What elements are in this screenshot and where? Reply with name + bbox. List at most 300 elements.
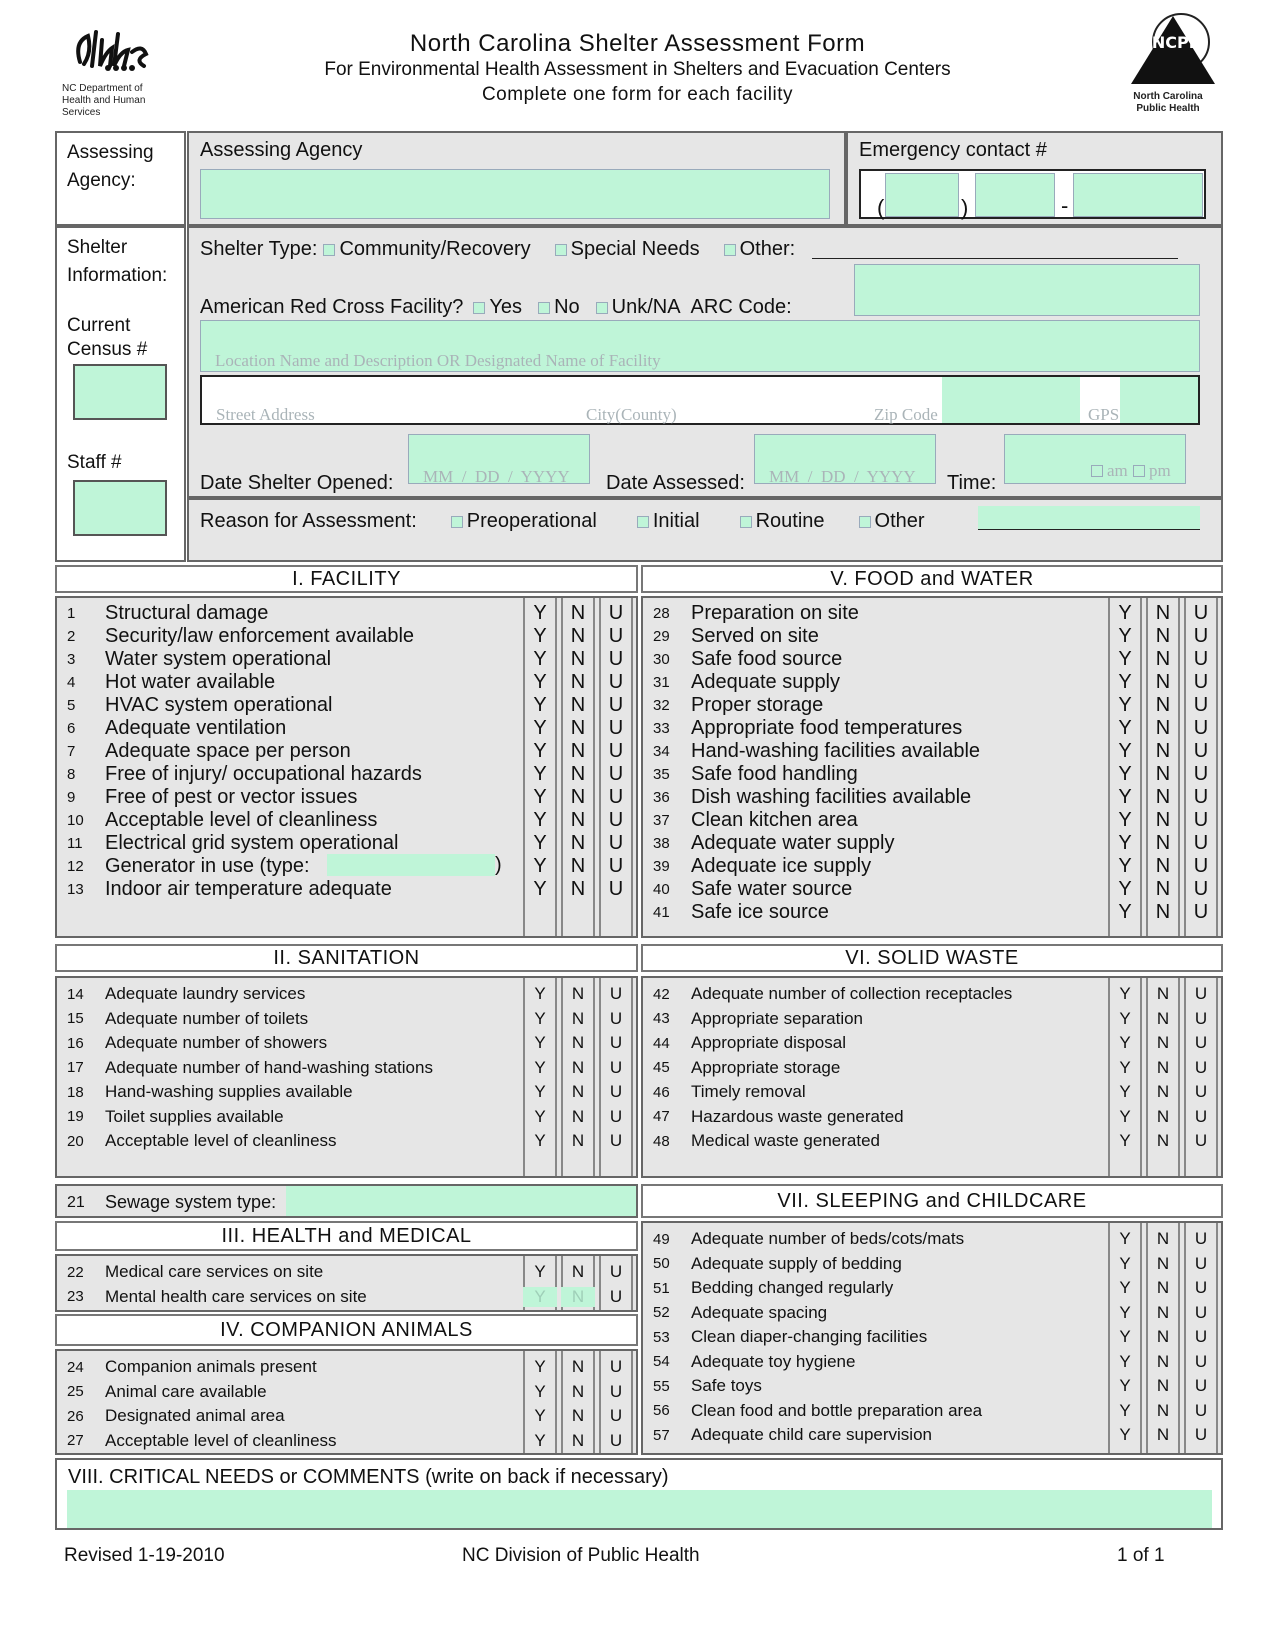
comments-input[interactable]	[67, 1490, 1212, 1528]
item-number: 19	[67, 1108, 84, 1125]
answer-unknown-option[interactable]: U	[1193, 901, 1209, 923]
item-label: Adequate toy hygiene	[691, 1351, 856, 1371]
item-label: Bedding changed regularly	[691, 1278, 894, 1297]
answer-no-option[interactable]: N	[1156, 1253, 1170, 1273]
answer-yes-option[interactable]: Y	[1119, 1351, 1131, 1371]
answer-no-option[interactable]: N	[570, 763, 586, 785]
answer-unknown-option[interactable]: U	[1194, 1351, 1208, 1371]
division-name: NC Division of Public Health	[462, 1545, 700, 1566]
item-label: Safe food handling	[691, 763, 858, 785]
checklist-row	[653, 1278, 893, 1298]
answer-no-option[interactable]: N	[1156, 984, 1170, 1003]
answer-unknown-option[interactable]: U	[609, 1057, 623, 1077]
answer-no-option[interactable]: N	[1155, 809, 1171, 831]
answer-unknown-option[interactable]: U	[608, 602, 624, 624]
arc-row	[200, 296, 792, 319]
item-label: Free of pest or vector issues	[105, 786, 358, 808]
answer-yes-option[interactable]: Y	[534, 1131, 546, 1150]
time-input[interactable]	[1004, 434, 1186, 484]
staff-count-input[interactable]	[73, 480, 167, 536]
answer-no-option[interactable]: N	[1156, 1400, 1170, 1420]
answer-no-option[interactable]: N	[1156, 1327, 1170, 1346]
answer-unknown-option[interactable]: U	[1194, 1278, 1208, 1297]
answer-unknown-option[interactable]: U	[608, 648, 624, 670]
answer-yes-option[interactable]: Y	[533, 809, 547, 831]
checklist-row	[653, 1425, 932, 1445]
item-label: Acceptable level of cleanliness	[105, 1131, 337, 1150]
answer-no-option[interactable]: N	[1156, 1229, 1170, 1248]
item-number: 5	[67, 697, 76, 714]
answer-no-option[interactable]: N	[1156, 1057, 1170, 1077]
item-label: Safe ice source	[691, 901, 829, 923]
answer-yes-option[interactable]: Y	[534, 1262, 546, 1281]
item-number: 37	[653, 812, 670, 829]
answer-unknown-option[interactable]: U	[1194, 984, 1208, 1003]
item-number: 1	[67, 605, 76, 622]
checklist-row	[653, 1058, 840, 1078]
item-label: Safe toys	[691, 1376, 762, 1395]
option-other-type: Other:	[739, 238, 796, 260]
checkbox-arc-yes[interactable]	[473, 302, 485, 314]
answer-yes-option[interactable]: Y	[534, 1357, 546, 1376]
answer-yes-option[interactable]: Y	[533, 717, 547, 739]
answer-no-option[interactable]: N	[1155, 878, 1171, 900]
item-number: 8	[67, 766, 76, 783]
answer-unknown-option[interactable]: U	[1193, 648, 1209, 670]
item-label: Appropriate separation	[691, 1008, 864, 1028]
answer-yes-option[interactable]: Y	[1119, 1057, 1131, 1077]
arc-code-label: ARC Code:	[690, 296, 792, 318]
answer-no-option[interactable]: N	[570, 717, 586, 739]
item-label: Adequate ventilation	[105, 717, 287, 739]
answer-no-option[interactable]: N	[570, 740, 586, 762]
answer-no-option[interactable]: N	[570, 648, 586, 670]
answer-yes-option[interactable]: Y	[533, 694, 547, 716]
answer-yes-option[interactable]: Y	[523, 1287, 557, 1307]
reason-cell	[187, 498, 1223, 562]
answer-yes-option[interactable]: Y	[1119, 1253, 1131, 1273]
answer-unknown-option[interactable]: U	[609, 984, 623, 1003]
answer-yes-option[interactable]: Y	[1119, 1082, 1131, 1101]
answer-unknown-option[interactable]: U	[1193, 740, 1209, 762]
answer-yes-option[interactable]: Y	[534, 1406, 546, 1425]
answer-unknown-option[interactable]: U	[609, 1033, 623, 1052]
checkbox-routine[interactable]	[740, 516, 752, 528]
answer-yes-option[interactable]: Y	[533, 855, 547, 877]
checklist-row	[67, 1107, 284, 1127]
item-label: Mental health care services on site	[105, 1286, 367, 1306]
answer-yes-option[interactable]: Y	[534, 1008, 546, 1028]
item-number: 3	[67, 651, 76, 668]
item-label: Adequate supply of bedding	[691, 1253, 902, 1273]
answer-yes-option[interactable]: Y	[534, 1430, 546, 1450]
answer-yes-option[interactable]: Y	[1119, 1106, 1131, 1126]
checklist-row	[67, 763, 422, 786]
answer-yes-option[interactable]: Y	[534, 1106, 546, 1126]
checkbox-arc-unk[interactable]	[596, 302, 608, 314]
answer-unknown-option[interactable]: U	[1194, 1057, 1208, 1077]
answer-yes-option[interactable]: Y	[1118, 717, 1132, 739]
answer-yes-option[interactable]: Y	[534, 984, 546, 1003]
sleeping-section	[641, 1221, 1223, 1455]
location-name-input[interactable]	[200, 320, 1200, 372]
answer-no-option[interactable]: N	[1155, 671, 1171, 693]
answer-yes-option[interactable]: Y	[1119, 1033, 1131, 1052]
checklist-row	[67, 832, 398, 855]
area-code-paren-open: (	[877, 195, 885, 220]
answer-unknown-option[interactable]: U	[1194, 1302, 1208, 1322]
checkbox-other-reason[interactable]	[859, 516, 871, 528]
checklist-row	[653, 855, 871, 878]
zip-code-input[interactable]	[942, 377, 1080, 423]
item-label: Appropriate disposal	[691, 1033, 846, 1052]
item-number: 31	[653, 674, 670, 691]
answer-no-option[interactable]: N	[1156, 1278, 1170, 1297]
answer-no-option[interactable]: N	[570, 602, 586, 624]
answer-unknown-option[interactable]: U	[1193, 832, 1209, 854]
answer-no-option[interactable]: N	[1155, 648, 1171, 670]
date-assessed-input[interactable]	[754, 434, 936, 484]
assessing-agency-label: Assessing Agency:	[67, 142, 154, 191]
answer-no-option[interactable]: N	[1155, 832, 1171, 854]
answer-yes-option[interactable]: Y	[534, 1082, 546, 1101]
answer-unknown-option[interactable]: U	[1194, 1376, 1208, 1395]
other-reason-input[interactable]	[978, 506, 1200, 530]
answer-yes-option[interactable]: Y	[533, 740, 547, 762]
checkbox-community[interactable]	[323, 244, 335, 256]
item-number: 56	[653, 1402, 670, 1419]
answer-unknown-option[interactable]: U	[609, 1406, 623, 1425]
page-number: 1 of 1	[1117, 1545, 1165, 1566]
answer-unknown-option[interactable]: U	[1193, 671, 1209, 693]
reason-row	[200, 510, 925, 533]
answer-unknown-option[interactable]: U	[608, 740, 624, 762]
answer-yes-option[interactable]: Y	[1119, 1376, 1131, 1395]
answer-unknown-option[interactable]: U	[1194, 1425, 1208, 1444]
gps-placeholder[interactable]: GPS	[1088, 405, 1120, 424]
answer-no-option[interactable]: N	[1155, 625, 1171, 647]
answer-unknown-option[interactable]: U	[1193, 855, 1209, 877]
checkbox-preoperational[interactable]	[451, 516, 463, 528]
answer-yes-option[interactable]: Y	[533, 878, 547, 900]
answer-unknown-option[interactable]: U	[1194, 1082, 1208, 1101]
item-number: 39	[653, 858, 670, 875]
answer-unknown-option[interactable]: U	[608, 694, 624, 716]
item-number: 30	[653, 651, 670, 668]
item-label: Appropriate food temperatures	[691, 717, 963, 739]
item-number: 44	[653, 1034, 670, 1052]
item-number: 4	[67, 674, 76, 691]
answer-yes-option[interactable]: Y	[1118, 855, 1132, 877]
answer-unknown-option[interactable]: U	[1193, 878, 1209, 900]
answer-unknown-option[interactable]: U	[608, 671, 624, 693]
answer-yes-option[interactable]: Y	[1118, 809, 1132, 831]
answer-yes-option[interactable]: Y	[1119, 1131, 1131, 1150]
answer-no-option[interactable]: N	[1156, 1376, 1170, 1395]
checklist-row	[653, 694, 823, 717]
item-label: Adequate number of beds/cots/mats	[691, 1229, 965, 1248]
checklist-row	[653, 878, 852, 901]
item-label: Acceptable level of cleanliness	[105, 1430, 337, 1450]
time-label: Time:	[947, 472, 997, 494]
checklist-row	[653, 832, 894, 855]
item-number: 7	[67, 743, 76, 760]
answer-yes-option[interactable]: Y	[534, 1381, 546, 1401]
item-label: Clean diaper-changing facilities	[691, 1327, 928, 1346]
item-label: HVAC system operational	[105, 694, 333, 716]
sanitation-header: II. SANITATION	[55, 944, 638, 972]
answer-unknown-option[interactable]: U	[1194, 1008, 1208, 1028]
answer-no-option[interactable]: N	[1155, 763, 1171, 785]
checklist-row	[653, 1131, 880, 1151]
answer-no-option[interactable]: N	[571, 1357, 585, 1376]
answer-no-option[interactable]: N	[570, 809, 586, 831]
answer-unknown-option[interactable]: U	[1193, 625, 1209, 647]
answer-no-option[interactable]: N	[570, 855, 586, 877]
answer-yes-option[interactable]: Y	[1119, 1327, 1131, 1346]
answer-no-option[interactable]: N	[1155, 740, 1171, 762]
item-number: 54	[653, 1353, 670, 1370]
answer-no-option[interactable]: N	[571, 1430, 585, 1450]
answer-no-option[interactable]: N	[1156, 1425, 1170, 1444]
generator-paren-close: )	[495, 854, 502, 876]
item-number: 24	[67, 1358, 84, 1376]
checklist-row	[67, 1382, 267, 1402]
answer-yes-option[interactable]: Y	[1118, 694, 1132, 716]
item-label: Free of injury/ occupational hazards	[105, 763, 422, 785]
answer-yes-option[interactable]: Y	[1119, 1400, 1131, 1420]
option-initial: Initial	[652, 510, 700, 532]
answer-no-option[interactable]: N	[571, 1106, 585, 1126]
answer-yes-option[interactable]: Y	[533, 625, 547, 647]
answer-yes-option[interactable]: Y	[1118, 786, 1132, 808]
sleeping-header: VII. SLEEPING and CHILDCARE	[641, 1184, 1223, 1218]
answer-no-option[interactable]: N	[570, 625, 586, 647]
answer-unknown-option[interactable]: U	[1194, 1131, 1208, 1150]
answer-yes-option[interactable]: Y	[1118, 901, 1132, 923]
answer-no-option[interactable]: N	[571, 1406, 585, 1425]
answer-no-option[interactable]: N	[571, 1057, 585, 1077]
answer-yes-option[interactable]: Y	[1118, 740, 1132, 762]
ncph-logo	[1118, 10, 1228, 114]
answer-yes-option[interactable]: Y	[534, 1033, 546, 1052]
item-number: 52	[653, 1304, 670, 1321]
area-code-input[interactable]	[885, 173, 959, 217]
checklist-row	[67, 1033, 327, 1053]
item-label: Adequate child care supervision	[691, 1425, 932, 1444]
answer-unknown-option[interactable]: U	[609, 1131, 623, 1150]
generator-type-input[interactable]	[327, 854, 495, 876]
answer-no-option[interactable]: N	[1155, 855, 1171, 877]
answer-yes-option[interactable]: Y	[1118, 671, 1132, 693]
answer-yes-option[interactable]: Y	[1119, 1278, 1131, 1297]
answer-unknown-option[interactable]: U	[608, 763, 624, 785]
answer-yes-option[interactable]: Y	[533, 602, 547, 624]
checkbox-initial[interactable]	[637, 516, 649, 528]
answer-yes-option[interactable]: Y	[533, 648, 547, 670]
answer-yes-option[interactable]: Y	[533, 763, 547, 785]
form-title: North Carolina Shelter Assessment Form	[409, 30, 866, 57]
checklist-row	[653, 901, 829, 924]
city-placeholder[interactable]: City(County)	[586, 405, 677, 424]
answer-no-option[interactable]: N	[561, 1287, 595, 1307]
item-label: Generator in use (type:	[105, 855, 310, 877]
checkbox-arc-no[interactable]	[538, 302, 550, 314]
answer-unknown-option[interactable]: U	[1193, 717, 1209, 739]
answer-unknown-option[interactable]: U	[608, 878, 624, 900]
assessing-agency-input[interactable]	[200, 169, 830, 219]
answer-no-option[interactable]: N	[1155, 901, 1171, 923]
answer-unknown-option[interactable]: U	[608, 809, 624, 831]
answer-no-option[interactable]: N	[1155, 694, 1171, 716]
item-number: 55	[653, 1377, 670, 1395]
answer-no-option[interactable]: N	[570, 671, 586, 693]
answer-yes-option[interactable]: Y	[1118, 878, 1132, 900]
answer-unknown-option[interactable]: U	[1193, 763, 1209, 785]
sewage-type-input[interactable]	[286, 1186, 636, 1216]
form-subtitle: For Environmental Health Assessment in Shelters and Evacuation Centers	[324, 59, 951, 80]
answer-unknown-option[interactable]: U	[608, 832, 624, 854]
item-label: Designated animal area	[105, 1406, 285, 1425]
answer-no-option[interactable]: N	[1156, 1033, 1170, 1052]
answer-no-option[interactable]: N	[570, 878, 586, 900]
item-number: 48	[653, 1132, 670, 1150]
checkbox-other-type[interactable]	[724, 244, 736, 256]
answer-no-option[interactable]: N	[1156, 1131, 1170, 1150]
option-routine: Routine	[755, 510, 825, 532]
answer-unknown-option[interactable]: U	[609, 1286, 623, 1306]
answer-no-option[interactable]: N	[1155, 786, 1171, 808]
answer-no-option[interactable]: N	[571, 1131, 585, 1150]
answer-unknown-option[interactable]: U	[1193, 602, 1209, 624]
answer-unknown-option[interactable]: U	[609, 1082, 623, 1101]
answer-unknown-option[interactable]: U	[1194, 1253, 1208, 1273]
answer-unknown-option[interactable]: U	[609, 1106, 623, 1126]
option-community: Community/Recovery	[339, 238, 531, 260]
answer-no-option[interactable]: N	[571, 1033, 585, 1052]
answer-yes-option[interactable]: Y	[1118, 832, 1132, 854]
shelter-type-row	[200, 238, 795, 261]
gps-input[interactable]	[1120, 377, 1198, 423]
answer-no-option[interactable]: N	[570, 832, 586, 854]
checklist-row	[653, 671, 840, 694]
answer-unknown-option[interactable]: U	[608, 855, 624, 877]
current-census-input[interactable]	[73, 364, 167, 420]
street-placeholder[interactable]: Street Address	[216, 405, 315, 424]
agency-field-cell	[187, 131, 846, 226]
answer-yes-option[interactable]: Y	[1118, 625, 1132, 647]
item-label: Adequate laundry services	[105, 984, 306, 1003]
answer-yes-option[interactable]: Y	[534, 1057, 546, 1077]
answer-yes-option[interactable]: Y	[1118, 763, 1132, 785]
checklist-row	[67, 648, 331, 671]
answer-unknown-option[interactable]: U	[1194, 1400, 1208, 1420]
answer-yes-option[interactable]: Y	[533, 671, 547, 693]
answer-unknown-option[interactable]: U	[609, 1262, 623, 1281]
answer-no-option[interactable]: N	[1155, 602, 1171, 624]
answer-no-option[interactable]: N	[570, 786, 586, 808]
item-label: Adequate space per person	[105, 740, 351, 762]
checkbox-special-needs[interactable]	[555, 244, 567, 256]
answer-no-option[interactable]: N	[570, 694, 586, 716]
emergency-contact-label: Emergency contact #	[859, 139, 1047, 161]
ncph-logo-text: North Carolina Public Health	[1133, 91, 1203, 114]
answer-unknown-option[interactable]: U	[609, 1008, 623, 1028]
answer-yes-option[interactable]: Y	[1119, 984, 1131, 1003]
answer-unknown-option[interactable]: U	[609, 1357, 623, 1376]
item-number: 29	[653, 628, 670, 645]
checkbox-pm[interactable]	[1133, 465, 1145, 477]
checklist-row	[67, 855, 310, 878]
checklist-row	[653, 1254, 902, 1274]
answer-no-option[interactable]: N	[571, 984, 585, 1003]
answer-yes-option[interactable]: Y	[533, 832, 547, 854]
answer-unknown-option[interactable]: U	[609, 1430, 623, 1450]
answer-no-option[interactable]: N	[1156, 1082, 1170, 1101]
answer-yes-option[interactable]: Y	[1119, 1008, 1131, 1028]
phone-prefix-input[interactable]	[975, 173, 1055, 217]
item-number: 45	[653, 1059, 670, 1076]
answer-no-option[interactable]: N	[1156, 1106, 1170, 1126]
date-opened-input[interactable]	[408, 434, 590, 484]
item-label: Adequate number of collection receptacles	[691, 984, 1013, 1003]
answer-unknown-option[interactable]: U	[608, 786, 624, 808]
answer-no-option[interactable]: N	[571, 1262, 585, 1281]
answer-unknown-option[interactable]: U	[1193, 809, 1209, 831]
answer-unknown-option[interactable]: U	[1194, 1229, 1208, 1248]
arc-code-input[interactable]	[854, 264, 1200, 316]
am-label: am	[1107, 461, 1128, 480]
other-type-line[interactable]	[812, 258, 1178, 259]
answer-yes-option[interactable]: Y	[1118, 602, 1132, 624]
item-label: Hand-washing supplies available	[105, 1082, 353, 1101]
answer-yes-option[interactable]: Y	[1119, 1302, 1131, 1322]
answer-no-option[interactable]: N	[1155, 717, 1171, 739]
item-label: Served on site	[691, 625, 819, 647]
item-label: Water system operational	[105, 648, 332, 670]
phone-line-input[interactable]	[1073, 173, 1203, 217]
checklist-row	[653, 1107, 904, 1127]
answer-yes-option[interactable]: Y	[533, 786, 547, 808]
answer-no-option[interactable]: N	[1156, 1008, 1170, 1028]
answer-yes-option[interactable]: Y	[1119, 1425, 1131, 1444]
answer-no-option[interactable]: N	[1156, 1302, 1170, 1322]
answer-unknown-option[interactable]: U	[608, 625, 624, 647]
answer-unknown-option[interactable]: U	[1194, 1106, 1208, 1126]
health-section	[55, 1254, 638, 1312]
answer-unknown-option[interactable]: U	[1193, 786, 1209, 808]
answer-unknown-option[interactable]: U	[609, 1381, 623, 1401]
item-number: 11	[67, 835, 83, 852]
zip-placeholder[interactable]: Zip Code	[874, 405, 938, 424]
checkbox-am[interactable]	[1091, 465, 1103, 477]
answer-yes-option[interactable]: Y	[1118, 648, 1132, 670]
answer-no-option[interactable]: N	[1156, 1351, 1170, 1371]
checklist-row	[653, 1352, 855, 1372]
answer-no-option[interactable]: N	[571, 1381, 585, 1401]
contact-cell	[846, 131, 1223, 226]
answer-no-option[interactable]: N	[571, 1008, 585, 1028]
answer-unknown-option[interactable]: U	[608, 717, 624, 739]
answer-unknown-option[interactable]: U	[1193, 694, 1209, 716]
answer-unknown-option[interactable]: U	[1194, 1033, 1208, 1052]
checklist-row	[653, 1082, 806, 1102]
item-number: 12	[67, 858, 84, 875]
answer-yes-option[interactable]: Y	[1119, 1229, 1131, 1248]
answer-no-option[interactable]: N	[571, 1082, 585, 1101]
phone-dash: -	[1061, 193, 1069, 218]
answer-unknown-option[interactable]: U	[1194, 1327, 1208, 1346]
